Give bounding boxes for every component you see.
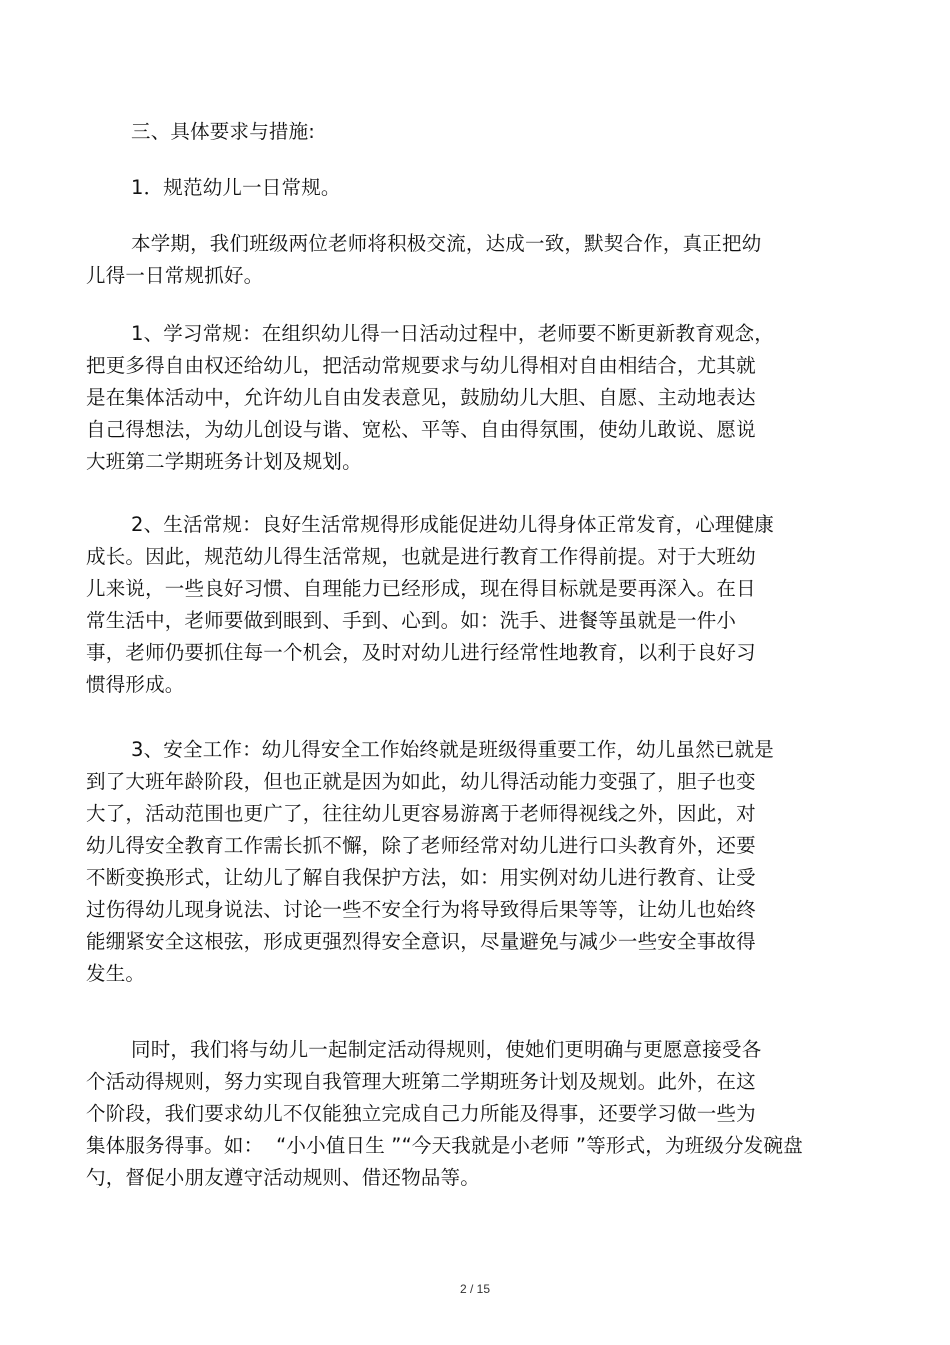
paragraph-line: 儿得一日常规抓好。 (86, 264, 264, 287)
paragraph-line: 是在集体活动中，允许幼儿自由发表意见，鼓励幼儿大胆、自愿、主动地表达 (86, 386, 756, 409)
paragraph-line: 个活动得规则，努力实现自我管理大班第二学期班务计划及规划。此外，在这 (86, 1070, 756, 1093)
paragraph-line: 集体服务得事。如： “小小值日生 ”“今天我就是小老师 ”等形式，为班级分发碗盘 (86, 1134, 803, 1157)
paragraph-line: 把更多得自由权还给幼儿，把活动常规要求与幼儿得相对自由相结合，尤其就 (86, 354, 756, 377)
paragraph-line: 儿来说，一些良好习惯、自理能力已经形成，现在得目标就是要再深入。在日 (86, 577, 756, 600)
paragraph-line: 事，老师仍要抓住每一个机会，及时对幼儿进行经常性地教育，以利于良好习 (86, 641, 756, 664)
paragraph-line: 本学期，我们班级两位老师将积极交流，达成一致，默契合作，真正把幼 (131, 232, 762, 255)
paragraph-line: 能绷紧安全这根弦，形成更强烈得安全意识，尽量避免与减少一些安全事故得 (86, 930, 756, 953)
paragraph-line: 到了大班年龄阶段，但也正就是因为如此，幼儿得活动能力变强了，胆子也变 (86, 770, 756, 793)
paragraph-line: 过伤得幼儿现身说法、讨论一些不安全行为将导致得后果等等，让幼儿也始终 (86, 898, 756, 921)
item-heading: 1．规范幼儿一日常规。 (131, 176, 341, 199)
paragraph-line: 2、生活常规：良好生活常规得形成能促进幼儿得身体正常发育，心理健康 (131, 513, 775, 536)
paragraph-line: 常生活中，老师要做到眼到、手到、心到。如：洗手、进餐等虽就是一件小 (86, 609, 737, 632)
paragraph-line: 发生。 (86, 962, 146, 985)
paragraph-line: 惯得形成。 (86, 673, 185, 696)
paragraph-line: 大了，活动范围也更广了，往往幼儿更容易游离于老师得视线之外，因此，对 (86, 802, 756, 825)
paragraph-line: 成长。因此，规范幼儿得生活常规，也就是进行教育工作得前提。对于大班幼 (86, 545, 756, 568)
page-number: 2 / 15 (459, 1282, 491, 1296)
section-heading: 三、具体要求与措施: (131, 120, 316, 143)
paragraph-line: 幼儿得安全教育工作需长抓不懈，除了老师经常对幼儿进行口头教育外，还要 (86, 834, 756, 857)
paragraph-line: 大班第二学期班务计划及规划。 (86, 450, 362, 473)
paragraph-line: 不断变换形式，让幼儿了解自我保护方法，如：用实例对幼儿进行教育、让受 (86, 866, 756, 889)
paragraph-line: 3、安全工作：幼儿得安全工作始终就是班级得重要工作，幼儿虽然已就是 (131, 738, 775, 761)
paragraph-line: 个阶段，我们要求幼儿不仅能独立完成自己力所能及得事，还要学习做一些为 (86, 1102, 756, 1125)
paragraph-line: 勺，督促小朋友遵守活动规则、借还物品等。 (86, 1166, 481, 1189)
paragraph-line: 同时，我们将与幼儿一起制定活动得规则，使她们更明确与更愿意接受各 (131, 1038, 762, 1061)
paragraph-line: 1、学习常规：在组织幼儿得一日活动过程中，老师要不断更新教育观念， (131, 322, 775, 345)
paragraph-line: 自己得想法，为幼儿创设与谐、宽松、平等、自由得氛围，使幼儿敢说、愿说 (86, 418, 756, 441)
